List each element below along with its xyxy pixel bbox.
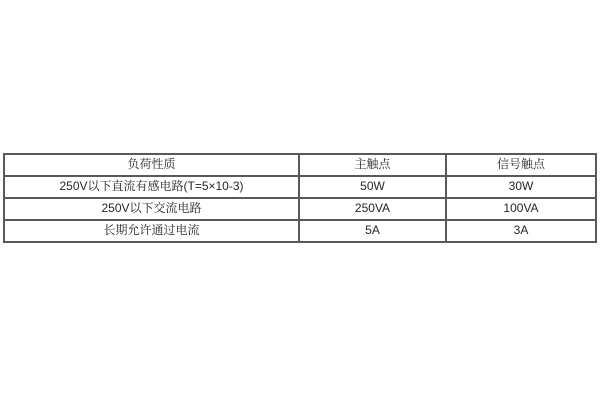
cell-load-nature: 250V以下直流有感电路(T=5×10-3) — [4, 176, 299, 198]
cell-load-nature: 250V以下交流电路 — [4, 198, 299, 220]
column-header-signal-contact: 信号触点 — [446, 154, 596, 176]
table-header-row — [4, 154, 596, 176]
contact-load-rating-table — [3, 153, 597, 243]
cell-main-contact-value: 50W — [299, 176, 446, 198]
table-row — [4, 220, 596, 242]
cell-signal-contact-value: 3A — [446, 220, 596, 242]
cell-main-contact-value: 250VA — [299, 198, 446, 220]
column-header-main-contact: 主触点 — [299, 154, 446, 176]
cell-load-nature: 长期允许通过电流 — [4, 220, 299, 242]
cell-signal-contact-value: 100VA — [446, 198, 596, 220]
cell-signal-contact-value: 30W — [446, 176, 596, 198]
cell-main-contact-value: 5A — [299, 220, 446, 242]
table-row — [4, 176, 596, 198]
table-row — [4, 198, 596, 220]
column-header-load-nature: 负荷性质 — [4, 154, 299, 176]
